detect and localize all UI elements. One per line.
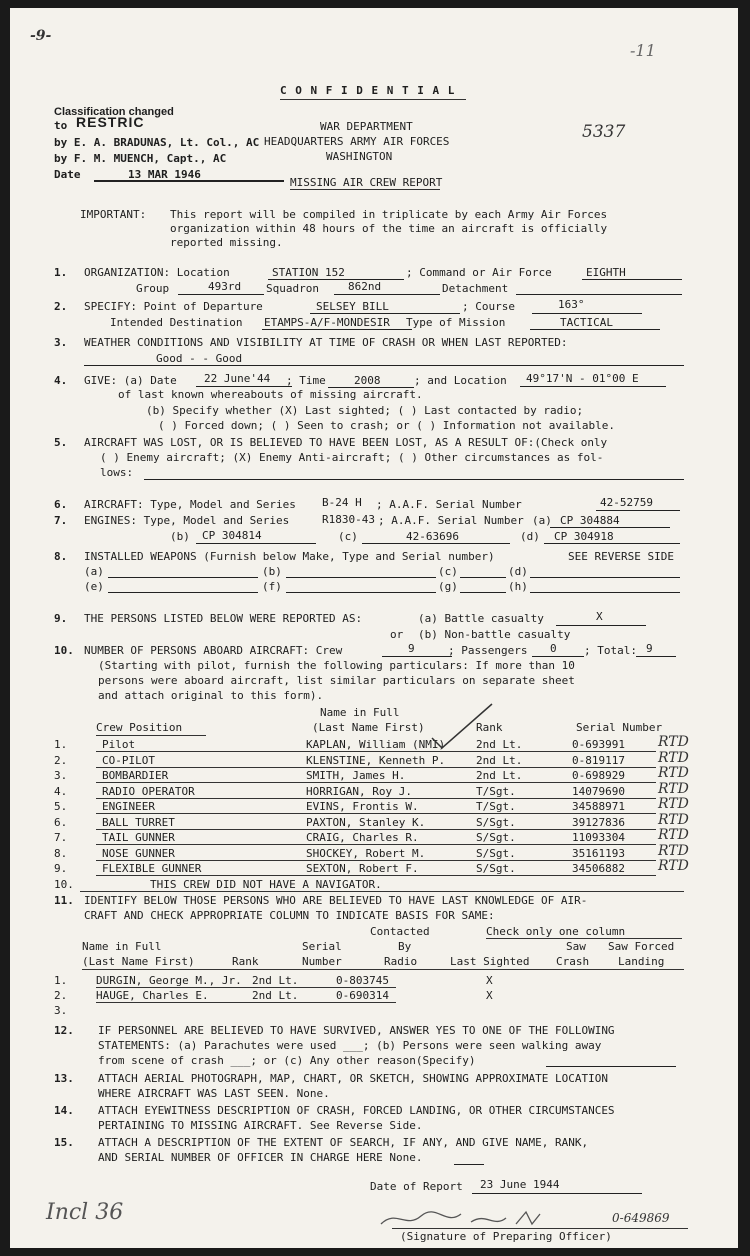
crew-name: KAPLAN, William (NMI) bbox=[306, 738, 446, 751]
classification-to-label: to bbox=[54, 119, 68, 132]
crew-position: Pilot bbox=[102, 738, 136, 751]
section-15-number: 15. bbox=[54, 1136, 74, 1149]
s8-a: (a) bbox=[84, 565, 104, 578]
crew-note: RTD bbox=[658, 827, 689, 843]
crew-header-rank: Rank bbox=[476, 721, 503, 734]
s11-h-last: Last Sighted bbox=[450, 955, 530, 968]
document-number: 5337 bbox=[582, 122, 626, 142]
crew-name: PAXTON, Stanley K. bbox=[306, 816, 426, 829]
report-title-underline bbox=[290, 189, 440, 190]
s12-line1: IF PERSONNEL ARE BELIEVED TO HAVE SURVIVED, ANSWER YES TO ONE OF THE FOLLOWING bbox=[98, 1024, 615, 1037]
crew-position: BALL TURRET bbox=[102, 816, 175, 829]
crew-note: RTD bbox=[658, 750, 689, 766]
crew-row-10-number: 10. bbox=[54, 878, 74, 891]
crew-position: ENGINEER bbox=[102, 800, 155, 813]
washington: WASHINGTON bbox=[326, 150, 393, 163]
s8-b: (b) bbox=[262, 565, 282, 578]
crew-header-name1: Name in Full bbox=[320, 706, 400, 719]
s7-d-label: (d) bbox=[520, 530, 540, 543]
signature-line bbox=[392, 1228, 688, 1229]
top-left-mark: -9- bbox=[30, 28, 52, 44]
crew-position: BOMBARDIER bbox=[102, 769, 169, 782]
s8-g: (g) bbox=[438, 580, 458, 593]
witness-last-sighted-mark: X bbox=[486, 989, 493, 1002]
section-11-number: 11. bbox=[54, 894, 74, 907]
witness-serial: 0-690314 bbox=[336, 989, 389, 1002]
crew-rank: S/Sgt. bbox=[476, 816, 516, 829]
s10-total-label: ; Total: bbox=[584, 644, 637, 657]
crew-row-number: 1. bbox=[54, 738, 68, 751]
section-9-number: 9. bbox=[54, 612, 68, 625]
crew-serial: 0-693991 bbox=[572, 738, 625, 751]
crew-note: RTD bbox=[658, 858, 689, 874]
s5-line2: ( ) Enemy aircraft; (X) Enemy Anti-aircraft; ( ) Other circumstances as fol- bbox=[100, 451, 604, 464]
witness-serial: 0-803745 bbox=[336, 974, 389, 987]
crew-serial: 39127836 bbox=[572, 816, 625, 829]
classification-by2: by F. M. MUENCH, Capt., AC bbox=[54, 152, 227, 165]
top-right-mark: -11 bbox=[630, 41, 656, 60]
section-13-number: 13. bbox=[54, 1072, 74, 1085]
s3-weather-value: Good - - Good bbox=[156, 352, 243, 365]
important-line3: reported missing. bbox=[170, 236, 283, 249]
s3-weather-line bbox=[84, 365, 684, 366]
s12-line3: from scene of crash ___; or (c) Any other reason(Specify) bbox=[98, 1054, 476, 1067]
s2-departure: SELSEY BILL bbox=[316, 300, 389, 313]
s4-date: 22 June'44 bbox=[204, 372, 271, 385]
s8-c-line bbox=[460, 577, 506, 578]
s5-line1: AIRCRAFT WAS LOST, OR IS BELIEVED TO HAVE BEEN LOST, AS A RESULT OF:(Check only bbox=[84, 436, 608, 449]
crew-note: RTD bbox=[658, 765, 689, 781]
s4-date-label: GIVE: (a) Date bbox=[84, 374, 177, 387]
s2-departure-label: SPECIFY: Point of Departure bbox=[84, 300, 263, 313]
s10-crew: 9 bbox=[408, 642, 415, 655]
s11-check-rule bbox=[486, 938, 682, 939]
crew-row-10-rule bbox=[80, 891, 684, 892]
section-10-number: 10. bbox=[54, 644, 74, 657]
important-label: IMPORTANT: bbox=[80, 208, 147, 221]
s6-serial: 42-52759 bbox=[600, 496, 653, 509]
s2-departure-line bbox=[310, 313, 460, 314]
s4-date-line bbox=[196, 386, 292, 387]
s2-course-line bbox=[532, 313, 642, 314]
s2-destination: ETAMPS-A/F-MONDESIR bbox=[264, 316, 390, 329]
section-8-number: 8. bbox=[54, 550, 68, 563]
s11-check-only: Check only one column bbox=[486, 925, 626, 938]
crew-row-rule bbox=[96, 844, 656, 845]
s8-h-line bbox=[530, 592, 680, 593]
confidential-underline bbox=[280, 99, 466, 100]
crew-row-rule bbox=[96, 798, 656, 799]
confidential-heading: C O N F I D E N T I A L bbox=[280, 84, 456, 97]
important-line2: organization within 48 hours of the time an aircraft is officially bbox=[170, 222, 608, 235]
s10-label: NUMBER OF PERSONS ABOARD AIRCRAFT: Crew bbox=[84, 644, 343, 657]
s9-or: or bbox=[390, 628, 404, 641]
s13-line1: ATTACH AERIAL PHOTOGRAPH, MAP, CHART, OR SKETCH, SHOWING APPROXIMATE LOCATION bbox=[98, 1072, 608, 1085]
s1-squadron-line bbox=[334, 294, 440, 295]
s11-h-serial2: Number bbox=[302, 955, 342, 968]
crew-serial: 0-698929 bbox=[572, 769, 625, 782]
crew-note: RTD bbox=[658, 781, 689, 797]
s11-h-forced1: Saw Forced bbox=[608, 940, 675, 953]
s1-detachment-line bbox=[516, 294, 682, 295]
no-navigator-note: THIS CREW DID NOT HAVE A NAVIGATOR. bbox=[150, 878, 382, 891]
crew-serial: 11093304 bbox=[572, 831, 625, 844]
s1-detachment-label: Detachment bbox=[442, 282, 509, 295]
s12-line2: STATEMENTS: (a) Parachutes were used ___; (b) Persons were seen walking away bbox=[98, 1039, 602, 1052]
s8-d: (d) bbox=[508, 565, 528, 578]
s9-a-line bbox=[556, 625, 646, 626]
crew-serial: 35161193 bbox=[572, 847, 625, 860]
s3-weather-label: WEATHER CONDITIONS AND VISIBILITY AT TIME OF CRASH OR WHEN LAST REPORTED: bbox=[84, 336, 568, 349]
s7-c-value: 42-63696 bbox=[406, 530, 459, 543]
crew-row-number: 8. bbox=[54, 847, 68, 860]
s7-serial-label: ; A.A.F. Serial Number bbox=[378, 514, 524, 527]
crew-name: KLENSTINE, Kenneth P. bbox=[306, 754, 446, 767]
report-title: MISSING AIR CREW REPORT bbox=[290, 176, 443, 189]
witness-last-sighted-mark: X bbox=[486, 974, 493, 987]
classification-date-value: 13 MAR 1946 bbox=[128, 168, 201, 181]
date-of-report-line bbox=[472, 1193, 642, 1194]
s12-line3-fill bbox=[546, 1066, 676, 1067]
report-page bbox=[10, 8, 738, 1248]
section-14-number: 14. bbox=[54, 1104, 74, 1117]
s9-a-mark: X bbox=[596, 610, 603, 623]
s11-h-forced2: Landing bbox=[618, 955, 665, 968]
crew-rank: S/Sgt. bbox=[476, 862, 516, 875]
classification-line1: Classification changed bbox=[54, 106, 174, 118]
s1-location-line bbox=[268, 279, 404, 280]
crew-rank: T/Sgt. bbox=[476, 785, 516, 798]
s1-command: EIGHTH bbox=[586, 266, 626, 279]
s1-squadron-label: Squadron bbox=[266, 282, 319, 295]
classification-date-rule bbox=[94, 180, 284, 182]
hq-army-air-forces: HEADQUARTERS ARMY AIR FORCES bbox=[264, 135, 450, 148]
crew-note: RTD bbox=[658, 734, 689, 750]
s8-f: (f) bbox=[262, 580, 282, 593]
crew-row-rule bbox=[96, 813, 656, 814]
s4-time: 2008 bbox=[354, 374, 381, 387]
witness-rank: 2nd Lt. bbox=[252, 989, 299, 1002]
s8-value: SEE REVERSE SIDE bbox=[568, 550, 674, 563]
crew-name: SMITH, James H. bbox=[306, 769, 406, 782]
s4-line4: ( ) Forced down; ( ) Seen to crash; or ( ) Information not available. bbox=[158, 419, 615, 432]
s11-line2: CRAFT AND CHECK APPROPRIATE COLUMN TO INDICATE BASIS FOR SAME: bbox=[84, 909, 495, 922]
s2-course-label: ; Course bbox=[462, 300, 515, 313]
crew-row-rule bbox=[96, 860, 656, 861]
crew-note: RTD bbox=[658, 843, 689, 859]
crew-position: NOSE GUNNER bbox=[102, 847, 175, 860]
crew-name: CRAIG, Charles R. bbox=[306, 831, 419, 844]
s7-d-line bbox=[544, 543, 680, 544]
important-line1: This report will be compiled in triplicate by each Army Air Forces bbox=[170, 208, 608, 221]
s2-mission: TACTICAL bbox=[560, 316, 613, 329]
crew-row-rule bbox=[96, 751, 656, 752]
crew-row-number: 2. bbox=[54, 754, 68, 767]
s10-line4: and attach original to this form). bbox=[98, 689, 324, 702]
crew-row-number: 6. bbox=[54, 816, 68, 829]
section-12-number: 12. bbox=[54, 1024, 74, 1037]
crew-rank: S/Sgt. bbox=[476, 831, 516, 844]
witness-name: DURGIN, George M., Jr. bbox=[96, 974, 242, 987]
crew-rank: 2nd Lt. bbox=[476, 769, 523, 782]
war-department: WAR DEPARTMENT bbox=[320, 120, 413, 133]
s7-c-label: (c) bbox=[338, 530, 358, 543]
s1-location: STATION 152 bbox=[272, 266, 345, 279]
s11-header-rule bbox=[82, 969, 684, 970]
crew-row-rule bbox=[96, 767, 656, 768]
s15-line1: ATTACH A DESCRIPTION OF THE EXTENT OF SEARCH, IF ANY, AND GIVE NAME, RANK, bbox=[98, 1136, 589, 1149]
s1-org-label: ORGANIZATION: Location bbox=[84, 266, 230, 279]
s7-label: ENGINES: Type, Model and Series bbox=[84, 514, 290, 527]
crew-position: CO-PILOT bbox=[102, 754, 155, 767]
s1-group: 493rd bbox=[208, 280, 242, 293]
classification-to-value: RESTRIC bbox=[76, 114, 145, 130]
crew-header-serial: Serial Number bbox=[576, 721, 663, 734]
crew-position: RADIO OPERATOR bbox=[102, 785, 195, 798]
crew-rank: 2nd Lt. bbox=[476, 754, 523, 767]
s9-a: (a) Battle casualty bbox=[418, 612, 544, 625]
s11-h-by: By bbox=[398, 940, 412, 953]
crew-name: HORRIGAN, Roy J. bbox=[306, 785, 412, 798]
s10-line3: persons were aboard aircraft, list similar particulars on separate sheet bbox=[98, 674, 575, 687]
s6-serial-line bbox=[596, 510, 680, 511]
s9-b: (b) Non-battle casualty bbox=[418, 628, 571, 641]
signature-serial: 0-649869 bbox=[612, 1211, 670, 1225]
crew-row-number: 5. bbox=[54, 800, 68, 813]
s8-b-line bbox=[286, 577, 436, 578]
crew-name: EVINS, Frontis W. bbox=[306, 800, 419, 813]
witness-rank: 2nd Lt. bbox=[252, 974, 299, 987]
witness-row-number: 1. bbox=[54, 974, 68, 987]
s1-squadron: 862nd bbox=[348, 280, 382, 293]
s11-h-radio: Radio bbox=[384, 955, 418, 968]
crew-position: TAIL GUNNER bbox=[102, 831, 175, 844]
section-2-number: 2. bbox=[54, 300, 68, 313]
s11-line1: IDENTIFY BELOW THOSE PERSONS WHO ARE BELIEVED TO HAVE LAST KNOWLEDGE OF AIR- bbox=[84, 894, 588, 907]
section-4-number: 4. bbox=[54, 374, 68, 387]
s11-h-name2: (Last Name First) bbox=[82, 955, 195, 968]
s9-label: THE PERSONS LISTED BELOW WERE REPORTED AS: bbox=[84, 612, 363, 625]
crew-header-position-rule bbox=[96, 735, 206, 736]
s4-time-label: ; Time bbox=[286, 374, 326, 387]
signature-label: (Signature of Preparing Officer) bbox=[400, 1230, 612, 1243]
crew-note: RTD bbox=[658, 812, 689, 828]
s1-command-line bbox=[582, 279, 682, 280]
s6-label: AIRCRAFT: Type, Model and Series bbox=[84, 498, 296, 511]
crew-header-name2: (Last Name First) bbox=[312, 721, 425, 734]
date-of-report-label: Date of Report bbox=[370, 1180, 463, 1193]
s4-line3: (b) Specify whether (X) Last sighted; ( ) Last contacted by radio; bbox=[146, 404, 584, 417]
section-6-number: 6. bbox=[54, 498, 68, 511]
s1-command-label: ; Command or Air Force bbox=[406, 266, 552, 279]
witness-row-number: 3. bbox=[54, 1004, 68, 1017]
crew-row-rule bbox=[96, 782, 656, 783]
s2-destination-label: Intended Destination bbox=[110, 316, 243, 329]
s7-d-value: CP 304918 bbox=[554, 530, 614, 543]
s2-destination-line bbox=[262, 329, 412, 330]
s11-h-saw2: Crash bbox=[556, 955, 590, 968]
section-3-number: 3. bbox=[54, 336, 68, 349]
classification-date-label: Date bbox=[54, 168, 81, 181]
s10-pass-label: ; Passengers bbox=[448, 644, 528, 657]
section-5-number: 5. bbox=[54, 436, 68, 449]
s10-total: 9 bbox=[646, 642, 653, 655]
s4-line2: of last known whereabouts of missing aircraft. bbox=[118, 388, 423, 401]
crew-row-rule bbox=[96, 829, 656, 830]
date-of-report: 23 June 1944 bbox=[480, 1178, 560, 1191]
inclosure-mark: Incl 36 bbox=[46, 1200, 124, 1225]
witness-row-number: 2. bbox=[54, 989, 68, 1002]
s2-mission-label: Type of Mission bbox=[406, 316, 506, 329]
s8-f-line bbox=[286, 592, 436, 593]
s5-line3: lows: bbox=[100, 466, 134, 479]
s8-g-line bbox=[460, 592, 506, 593]
s2-mission-line bbox=[530, 329, 660, 330]
crew-rank: T/Sgt. bbox=[476, 800, 516, 813]
crew-rank: 2nd Lt. bbox=[476, 738, 523, 751]
s7-a-value: CP 304884 bbox=[560, 514, 620, 527]
s8-c: (c) bbox=[438, 565, 458, 578]
s7-model: R1830-43 bbox=[322, 513, 375, 526]
s8-h: (h) bbox=[508, 580, 528, 593]
section-7-number: 7. bbox=[54, 514, 68, 527]
s1-group-line bbox=[178, 294, 264, 295]
s8-d-line bbox=[530, 577, 680, 578]
s8-label: INSTALLED WEAPONS (Furnish below Make, Type and Serial number) bbox=[84, 550, 495, 563]
s7-b-value: CP 304814 bbox=[202, 529, 262, 542]
s4-location-line bbox=[520, 386, 666, 387]
s8-e: (e) bbox=[84, 580, 104, 593]
s10-pass-line bbox=[532, 656, 584, 657]
s11-h-name1: Name in Full bbox=[82, 940, 162, 953]
s5-line3-fill bbox=[144, 479, 684, 480]
crew-name: SHOCKEY, Robert M. bbox=[306, 847, 426, 860]
s14-line1: ATTACH EYEWITNESS DESCRIPTION OF CRASH, FORCED LANDING, OR OTHER CIRCUMSTANCES bbox=[98, 1104, 615, 1117]
crew-serial: 34588971 bbox=[572, 800, 625, 813]
s7-b-line bbox=[196, 543, 316, 544]
s4-location-label: ; and Location bbox=[414, 374, 507, 387]
s14-line2: PERTAINING TO MISSING AIRCRAFT. See Reverse Side. bbox=[98, 1119, 423, 1132]
s15-line2-fill bbox=[454, 1164, 484, 1165]
s13-line2: WHERE AIRCRAFT WAS LAST SEEN. None. bbox=[98, 1087, 330, 1100]
s2-course: 163° bbox=[558, 298, 585, 311]
witness-name: HAUGE, Charles E. bbox=[96, 989, 209, 1002]
s11-contacted: Contacted bbox=[370, 925, 430, 938]
crew-row-number: 3. bbox=[54, 769, 68, 782]
s7-c-line bbox=[362, 543, 510, 544]
s15-line2: AND SERIAL NUMBER OF OFFICER IN CHARGE HERE None. bbox=[98, 1151, 423, 1164]
crew-row-number: 4. bbox=[54, 785, 68, 798]
s7-b-label: (b) bbox=[170, 530, 190, 543]
s11-h-serial1: Serial bbox=[302, 940, 342, 953]
crew-row-number: 9. bbox=[54, 862, 68, 875]
s4-location: 49°17'N - 01°00 E bbox=[526, 372, 639, 385]
crew-serial: 34506882 bbox=[572, 862, 625, 875]
s6-model: B-24 H bbox=[322, 496, 362, 509]
check-mark bbox=[428, 702, 498, 752]
s7-a-label: (a) bbox=[532, 514, 552, 527]
crew-note: RTD bbox=[658, 796, 689, 812]
crew-header-position: Crew Position bbox=[96, 721, 183, 734]
s6-serial-label: ; A.A.F. Serial Number bbox=[376, 498, 522, 511]
s10-passengers: 0 bbox=[550, 642, 557, 655]
s7-a-line bbox=[550, 527, 670, 528]
s11-h-saw1: Saw bbox=[566, 940, 586, 953]
s11-h-rank: Rank bbox=[232, 955, 259, 968]
crew-name: SEXTON, Robert F. bbox=[306, 862, 419, 875]
section-1-number: 1. bbox=[54, 266, 68, 279]
s1-group-label: Group bbox=[136, 282, 170, 295]
crew-serial: 0-819117 bbox=[572, 754, 625, 767]
s8-e-line bbox=[108, 592, 258, 593]
s10-total-line bbox=[636, 656, 676, 657]
witness-row-rule bbox=[96, 987, 396, 988]
crew-rank: S/Sgt. bbox=[476, 847, 516, 860]
s8-a-line bbox=[108, 577, 258, 578]
s10-crew-line bbox=[382, 656, 452, 657]
classification-by1: by E. A. BRADUNAS, Lt. Col., AC bbox=[54, 136, 260, 149]
witness-row-rule bbox=[96, 1002, 396, 1003]
crew-serial: 14079690 bbox=[572, 785, 625, 798]
crew-row-rule bbox=[96, 875, 656, 876]
crew-row-number: 7. bbox=[54, 831, 68, 844]
s10-line2: (Starting with pilot, furnish the following particulars: If more than 10 bbox=[98, 659, 575, 672]
crew-position: FLEXIBLE GUNNER bbox=[102, 862, 202, 875]
